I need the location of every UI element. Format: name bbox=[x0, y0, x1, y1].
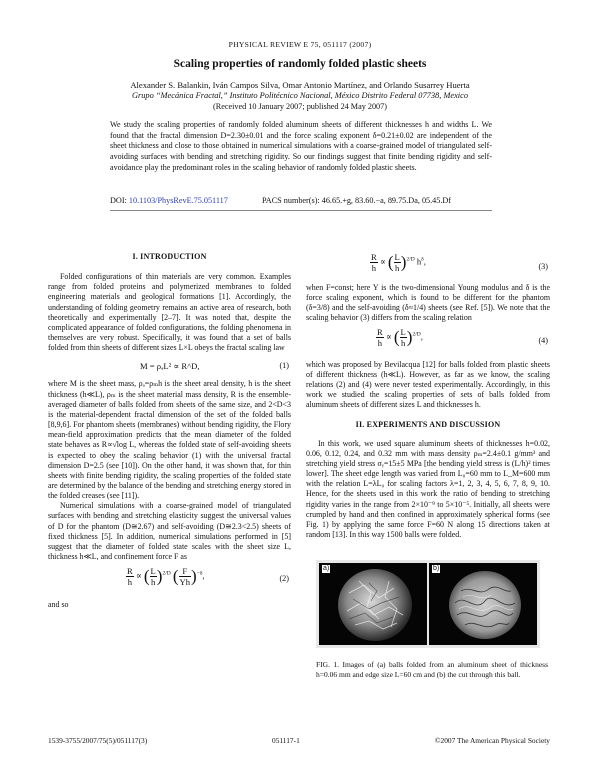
eq3-mid-den: h bbox=[395, 263, 400, 273]
figure-1 bbox=[316, 560, 540, 648]
eq4-exp1: 2/D bbox=[412, 331, 421, 338]
eq4-lhs-num: R bbox=[377, 326, 383, 337]
equation-3 bbox=[306, 250, 550, 280]
equation-3-body: $\frac{R}{h}$ ∝ ( $\frac{L}{h}$ )$^{2/D}$ $h^\delta$, bbox=[371, 252, 426, 273]
section-heading-experiments: II. EXPERIMENTS AND DISCUSSION bbox=[355, 420, 501, 430]
eq3-exp2: δ bbox=[421, 256, 424, 263]
running-header: PHYSICAL REVIEW E 75, 051117 (2007) bbox=[228, 40, 372, 49]
equation-1-body: M = ρₐL² ∝ R^D, bbox=[140, 361, 200, 372]
eq3-tail: h bbox=[416, 256, 422, 267]
footer-issn: 1539-3755/2007/75(5)/051117(3) bbox=[48, 736, 148, 745]
left-column bbox=[48, 252, 291, 610]
eq3-lhs-num: R bbox=[371, 252, 377, 262]
received-date: (Received 10 January 2007; published 24 May 2007) bbox=[213, 102, 387, 111]
eq2-mid-den: h bbox=[151, 577, 156, 588]
eq2-mid-num: L bbox=[150, 566, 156, 577]
intro-paragraph-3: Numerical simulations with a coarse-grained model of triangulated surfaces with bending and stretching elasticity suggest the universal values of D for the phantom (D≅2.67) and self-avoiding (D≅2.3<2.5) sheets of fixed thickness [5]. In addition, numerical simulations performed in [5] suggest that the diameter of folded state scales with the sheet size L, thickness h≪L, and confinement force F as bbox=[48, 501, 291, 562]
doi-label: DOI: bbox=[110, 196, 127, 205]
eq4-mid-num: L bbox=[400, 326, 406, 337]
right-column bbox=[306, 283, 550, 540]
divider bbox=[110, 210, 492, 211]
paper-title: Scaling properties of randomly folded plastic sheets bbox=[173, 58, 427, 70]
intro-paragraph-1: Folded configurations of thin materials are very common. Examples range from folded proteins and polymerized membranes to folded engineering materials and geological formations [1]. Accordingly, the understanding of folding geometry remains an active area of research, both theoretically and experimentally [2–7]. It was noted that, despite the complicated appearance of folded configurations, the folding phenomena in themselves are very robust. Specifically, it was found that a set of balls folded from thin sheets of different sizes L×L obeys the fractal scaling law bbox=[48, 272, 291, 353]
equation-3-number: (3) bbox=[538, 262, 548, 271]
eq4-mid-den: h bbox=[401, 337, 406, 348]
right-paragraph-3: In this work, we used square aluminum sheets of thicknesses h=0.02, 0.06, 0.12, 0.24, and 0.32 mm with mass density ρₘ=2.4±0.1 g/mm³ and stretching yield stress σᵧ=15±5 MPa [the bending yield stress is (L/h)² times lower]. The sheet edge length was varied from L₀=60 mm to L_M=600 mm with the relation L=λL₀ for scaling factors λ=1, 2, 3, 4, 5, 6, 7, 8, 9, 10. Hence, for the sheets used in this work the ratio of bending to stretching rigidity varies in the range from 2×10⁻⁹ to 5×10⁻⁵. Initially, all sheets were crumpled by hand and then confined in approximately spherical forms (see Fig. 1) by applying the same force F=60 N along 15 directions taken at random [13]. In this way 1500 balls were folded. bbox=[306, 438, 550, 539]
eq3-mid-num: L bbox=[394, 252, 400, 262]
doi-link[interactable]: 10.1103/PhysRevE.75.051117 bbox=[128, 196, 228, 205]
figure-panel-a bbox=[319, 563, 427, 645]
panel-b-label: b) bbox=[433, 565, 440, 572]
affiliation: Grupo “Mecánica Fractal,” Instituto Politécnico Nacional, México Distrito Federal 07738, Mexico bbox=[131, 91, 469, 100]
eq4-lhs-den: h bbox=[377, 337, 383, 348]
eq3-exp1: 2/D bbox=[406, 256, 415, 263]
right-paragraph-2: which was proposed by Bevilacqua [12] for balls folded from plastic sheets of different thickness (h≪L). However, as far as we know, the scaling relations (2) and (4) were never tested experimentally. Accordingly, in this work we studied the scaling properties of sets of balls folded from aluminum sheets of different sizes L and thicknesses h. bbox=[306, 359, 550, 410]
pacs-numbers: PACS number(s): 46.65.+g, 83.60.−a, 89.75.Da, 05.45.Df bbox=[262, 196, 452, 205]
equation-4-number: (4) bbox=[538, 335, 548, 345]
figure-panel-b bbox=[429, 563, 537, 645]
folded-ball-image bbox=[319, 563, 427, 645]
eq2-f-num: F bbox=[179, 566, 192, 577]
equation-4-body: $\frac{R}{h}$ ∝ ( $\frac{L}{h}$ )$^{2/D}$, bbox=[377, 326, 423, 348]
eq2-f-den: Yh bbox=[179, 577, 191, 588]
ball-cut-image bbox=[429, 563, 537, 645]
equation-4 bbox=[306, 324, 550, 360]
eq2-lhs-den: h bbox=[127, 577, 133, 588]
abstract: We study the scaling properties of randomly folded aluminum sheets of different thicknesses h and widths L. We found that the fractal dimension D=2.30±0.01 and the force scaling exponent δ=0.21±0.02 are independent of the sheet thickness and close to those obtained in numerical simulations with a coarse-grained model of triangulated self-avoiding surfaces with bending and stretching rigidity. So our findings suggest that finite bending rigidity and self-avoidance play the predominant roles in the scaling behavior of randomly folded plastic sheets. bbox=[110, 120, 492, 172]
eq2-lhs-num: R bbox=[127, 566, 133, 577]
doi bbox=[110, 196, 228, 205]
panel-a-label: a) bbox=[323, 565, 330, 572]
figure-1-caption: FIG. 1. Images of (a) balls folded from an aluminum sheet of thickness h=0.06 mm and edge size L=60 cm and (b) the cut through this ball. bbox=[316, 660, 548, 679]
eq3-lhs-den: h bbox=[371, 263, 377, 273]
equation-2-number: (2) bbox=[279, 574, 289, 584]
author-list: Alexander S. Balankin, Iván Campos Silva, Omar Antonio Martínez, and Orlando Susarrey Huerta bbox=[130, 80, 470, 90]
equation-2-body: $\frac{R}{h}$ ∝ ( $\frac{L}{h}$ )$^{2/D}$ ( $\frac{F}{Yh}$ )$^{-\delta}$, bbox=[127, 566, 205, 588]
eq2-exp1: 2/D bbox=[162, 570, 171, 577]
equation-1-number: (1) bbox=[279, 361, 289, 371]
section-heading-intro: I. INTRODUCTION bbox=[132, 252, 207, 261]
intro-paragraph-2: where M is the sheet mass, ρₐ=ρₘh is the sheet areal density, h is the sheet thickness (h≪L), ρₘ is the sheet material mass density, R is the ensemble-averaged diameter of balls folded from sheets of the same size, and 2<D<3 is the material-dependent fractal dimension of the set of the folded balls [8,9,6]. For phantom sheets (membranes) without bending rigidity, the Flory mean-field approximation predicts that the mean diameter of the folded state behaves as R∝√log L, whereas the folded state of self-avoiding sheets is expected to obey the scaling behavior (1) with the universal fractal dimension D=2.5 (see [10]). On the other hand, it was shown that, for thin sheets with finite bending rigidity, the scaling properties of the folded state are determined by the balance of the bending and stretching energy stored in the folded creases (see [11]). bbox=[48, 379, 291, 501]
right-paragraph-1: when F=const; here Y is the two-dimensional Young modulus and δ is the force scaling exponent, which is found to be different for the phantom (δ=3/8) and the self-avoiding (δ≈1/4) sheets (see Ref. [5]). We note that the scaling behavior (3) differs from the scaling relation bbox=[306, 283, 550, 323]
equation-2 bbox=[48, 562, 291, 596]
eq2-exp2: −δ bbox=[196, 570, 203, 577]
footer-page-number: 051117-1 bbox=[272, 736, 300, 745]
and-so-text: and so bbox=[48, 600, 69, 610]
footer-copyright: ©2007 The American Physical Society bbox=[434, 736, 550, 745]
equation-1 bbox=[48, 353, 291, 379]
